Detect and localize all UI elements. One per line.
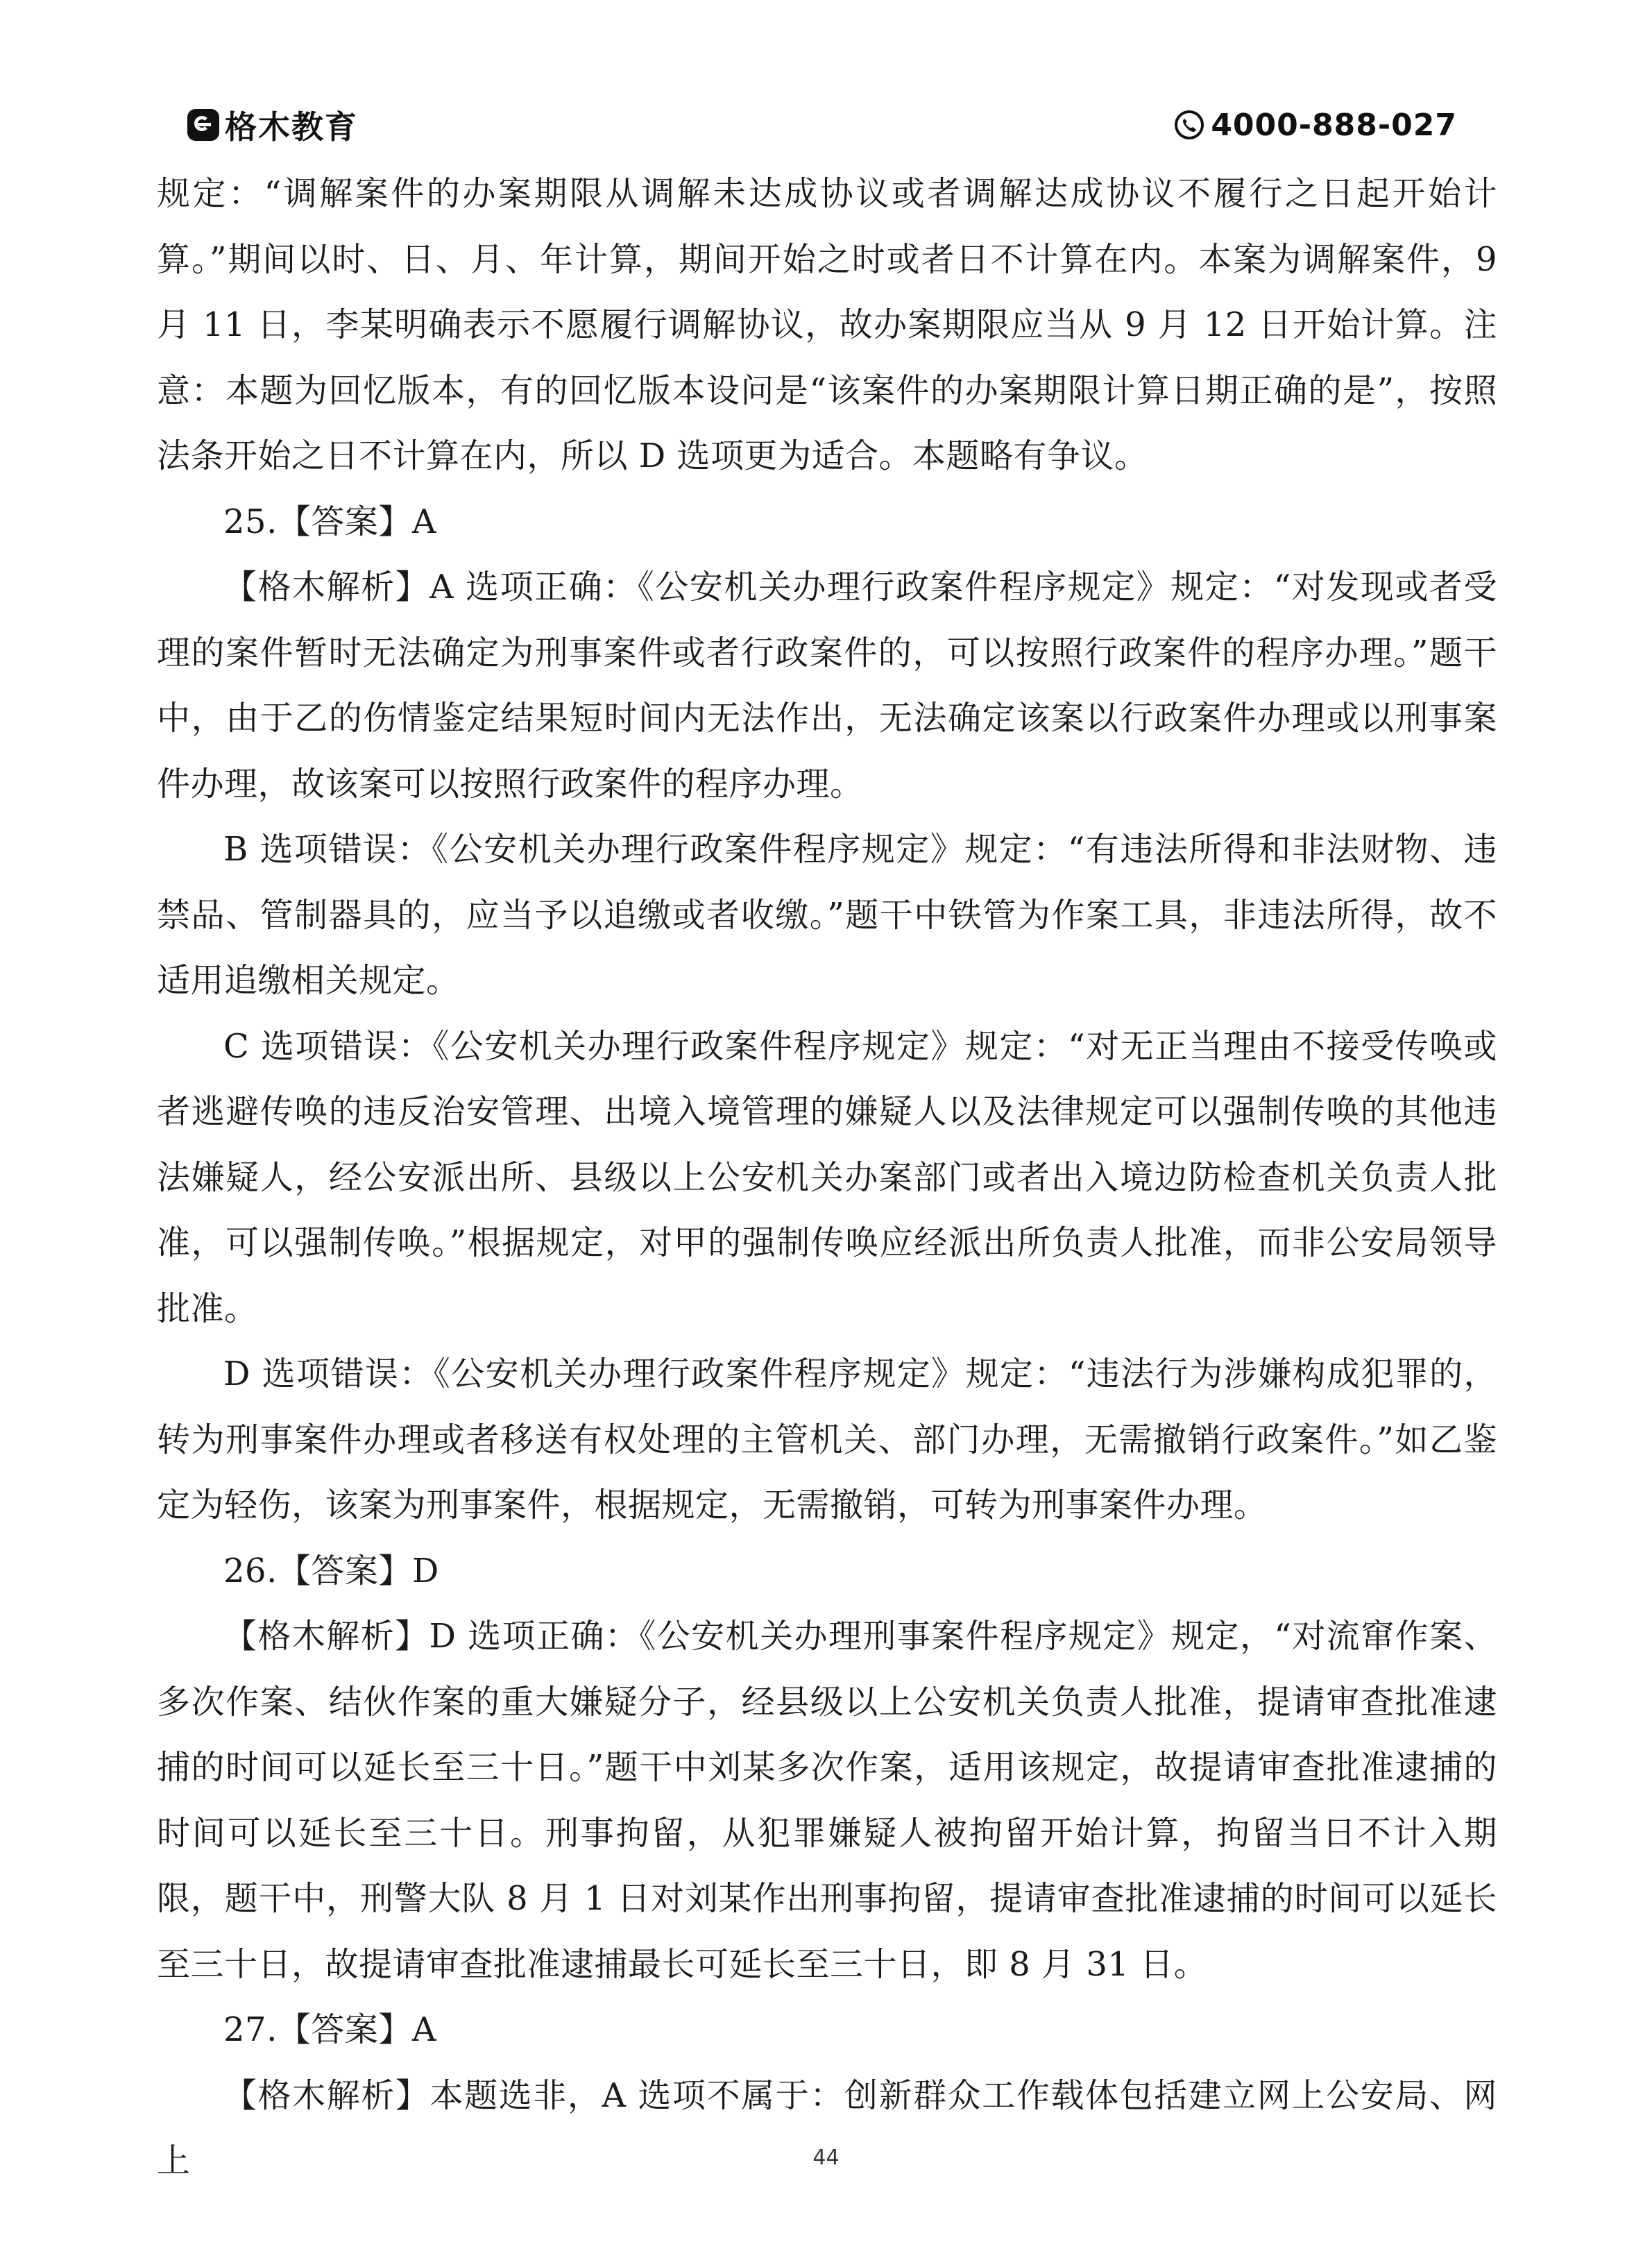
answer-27: 27.【答案】A (223, 2010, 437, 2049)
answer-25: 25.【答案】A (223, 502, 437, 541)
analysis-26: 【格木解析】D 选项正确：《公安机关办理刑事案件程序规定》规定，“对流窜作案、多次作案、结伙作案的重大嫌疑分子，经县级以上公安机关负责人批准，提请审查批准逮捕的时间可以延长至三十日。”题干中刘某多次作案，适用该规定，故提请审查批准逮捕的时间可以延长至三十日。刑事拘留，从犯罪嫌疑人被拘留开始计算，拘留当日不计入期限，题干中，刑警大队 8 月 1 日对刘某作出刑事拘留，提请审查批准逮捕的时间可以延长至三十日，故提请审查批准逮捕最长可延长至三十日，即 8 月 31 日。 (157, 1617, 1497, 1984)
analysis-25-b: B 选项错误：《公安机关办理行政案件程序规定》规定：“有违法所得和非法财物、违禁品、管制器具的，应当予以追缴或者收缴。”题干中铁管为作案工具，非违法所得，故不适用追缴相关规定。 (157, 830, 1497, 1000)
hotline (1173, 104, 1457, 146)
document-body (157, 161, 1497, 2194)
paragraph: 规定：“调解案件的办案期限从调解未达成协议或者调解达成协议不履行之日起开始计算。”期间以时、日、月、年计算，期间开始之时或者日不计算在内。本案为调解案件，9 月 11 日，李某明确表示不愿履行调解协议，故办案期限应当从 9 月 12 日开始计算。注意：本题为回忆版本，有的回忆版本设问是“该案件的办案期限计算日期正确的是”，按照法条开始之日不计算在内，所以 D 选项更为适合。本题略有争议。 (157, 174, 1497, 475)
logo-e-icon (187, 109, 219, 141)
brand-logo (187, 104, 358, 146)
analysis-25-c: C 选项错误：《公安机关办理行政案件程序规定》规定：“对无正当理由不接受传唤或者逃避传唤的违反治安管理、出境入境管理的嫌疑人以及法律规定可以强制传唤的其他违法嫌疑人，经公安派出所、县级以上公安机关办案部门或者出入境边防检查机关负责人批准，可以强制传唤。”根据规定，对甲的强制传唤应经派出所负责人批准，而非公安局领导批准。 (157, 1026, 1497, 1328)
brand-name: 格木教育 (225, 108, 358, 146)
answer-26: 26.【答案】D (223, 1551, 439, 1590)
analysis-25-d: D 选项错误：《公安机关办理行政案件程序规定》规定：“违法行为涉嫌构成犯罪的，转为刑事案件办理或者移送有权处理的主管机关、部门办理，无需撤销行政案件。”如乙鉴定为轻伤，该案为刑事案件，根据规定，无需撤销，可转为刑事案件办理。 (157, 1354, 1497, 1525)
page-header (187, 104, 1457, 146)
page-number: 44 (812, 2146, 840, 2170)
phone-number: 4000-888-027 (1211, 107, 1457, 143)
analysis-25-a: 【格木解析】A 选项正确：《公安机关办理行政案件程序规定》规定：“对发现或者受理的案件暂时无法确定为刑事案件或者行政案件的，可以按照行政案件的程序办理。”题干中，由于乙的伤情鉴定结果短时间内无法作出，无法确定该案以行政案件办理或以刑事案件办理，故该案可以按照行政案件的程序办理。 (157, 568, 1497, 804)
analysis-27: 【格木解析】本题选非，A 选项不属于：创新群众工作载体包括建立网上公安局、网上 (157, 2075, 1497, 2180)
phone-circle-icon (1173, 109, 1205, 141)
